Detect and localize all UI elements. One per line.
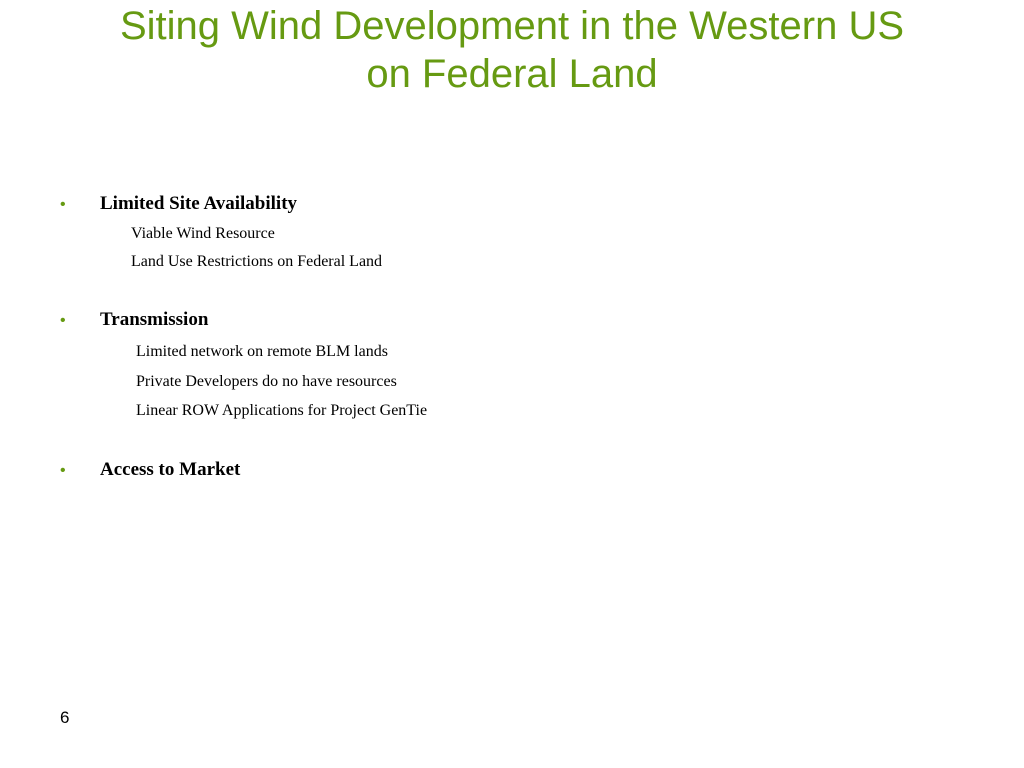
sub-item-limited-network: Limited network on remote BLM lands (136, 343, 388, 360)
slide-title-line-1: Siting Wind Development in the Western US (119, 4, 905, 48)
sub-item-private-developers: Private Developers do no have resources (136, 373, 397, 390)
bullet-limited-site-availability (60, 191, 297, 217)
slide-title (40, 2, 984, 98)
bullet-transmission (60, 307, 208, 333)
bullet-icon: • (60, 462, 66, 479)
sub-item-viable-wind-resource: Viable Wind Resource (131, 225, 275, 242)
bullet-label: Access to Market (100, 459, 241, 480)
sub-item-land-use-restrictions: Land Use Restrictions on Federal Land (131, 253, 383, 270)
bullet-label: Transmission (100, 309, 209, 330)
slide-title-line-2: on Federal Land (366, 52, 658, 96)
bullet-label: Limited Site Availability (100, 193, 298, 214)
bullet-icon: • (60, 196, 66, 213)
bullet-access-to-market (60, 457, 240, 483)
sub-item-linear-row-applications: Linear ROW Applications for Project GenTie (136, 402, 428, 419)
bullet-icon: • (60, 312, 66, 329)
page-number: 6 (60, 708, 70, 727)
